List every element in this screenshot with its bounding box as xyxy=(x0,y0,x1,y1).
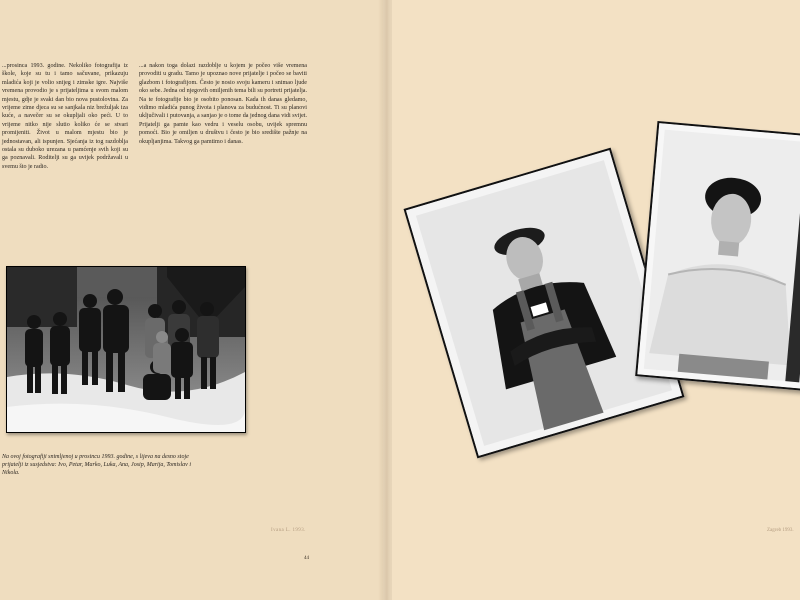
running-footer-right: Zagreb 1993. xyxy=(767,528,794,533)
left-page xyxy=(0,0,383,600)
column-1-text: ...prosinca 1993. godine. Nekoliko fotografija iz škole, koje su tu i tamo sačuvane, prikazuju mladića koji je volio snijeg i zimske igre. Najviše vremena provodio je s prijateljima u svom malom mjestu, gdje je svaki dan bio nova pustolovina. Za vrijeme zime djeca su se sanjkala niz brežuljak iza kuće, a navečer su se okupljali oko peći. U to vrijeme nitko nije slutio koliko će se stvari promijeniti. Život u malom mjestu bio je jednostavan, ali ispunjen. Sjećanja iz tog razdoblja ostala su duboko urezana u pamćenje svih koji su ga poznavali. Roditelji su ga uvijek podržavali u svemu što je radio. xyxy=(2,63,128,170)
text-column-1 xyxy=(2,62,128,171)
text-column-2 xyxy=(139,62,307,146)
group-photo-children-in-snow xyxy=(6,266,246,433)
portrait-photo-young-man xyxy=(635,121,800,391)
column-2-text: ...a nakon toga dolazi razdoblje u kojem je počeo više vremena provoditi u gradu. Tamo je upoznao nove prijatelje i počeo se baviti glazbom i fotografijom. Često je nosio svoju kameru i snimao ljude oko sebe. Jedna od njegovih omiljenih tema bili su portreti prijatelja. Na te fotografije bio je osobito ponosan. Kada ih danas gledamo, vidimo mladića punog života i planova za budućnost. Ti su planovi uključivali i putovanja, a sanjao je o tome da jednog dana vidi svijet. Prijatelji ga pamte kao vedru i veselu osobu, uvijek spremnu pomoći. Bio je omiljen u društvu i često je bio središte pažnje na okupljanjima. Takvog ga pamtimo i danas. xyxy=(139,63,307,145)
running-footer-left: Ivana L. 1993. xyxy=(271,528,306,533)
page-number: 44 xyxy=(304,556,309,561)
photo-caption: Na ovoj fotografiji snimljenoj u prosincu 1993. godine, s lijeva na desno stoje prijatelji iz susjedstva: Ivo, Petar, Marko, Luka, Ana, Josip, Marija, Tomislav i Nikola. xyxy=(2,454,191,477)
